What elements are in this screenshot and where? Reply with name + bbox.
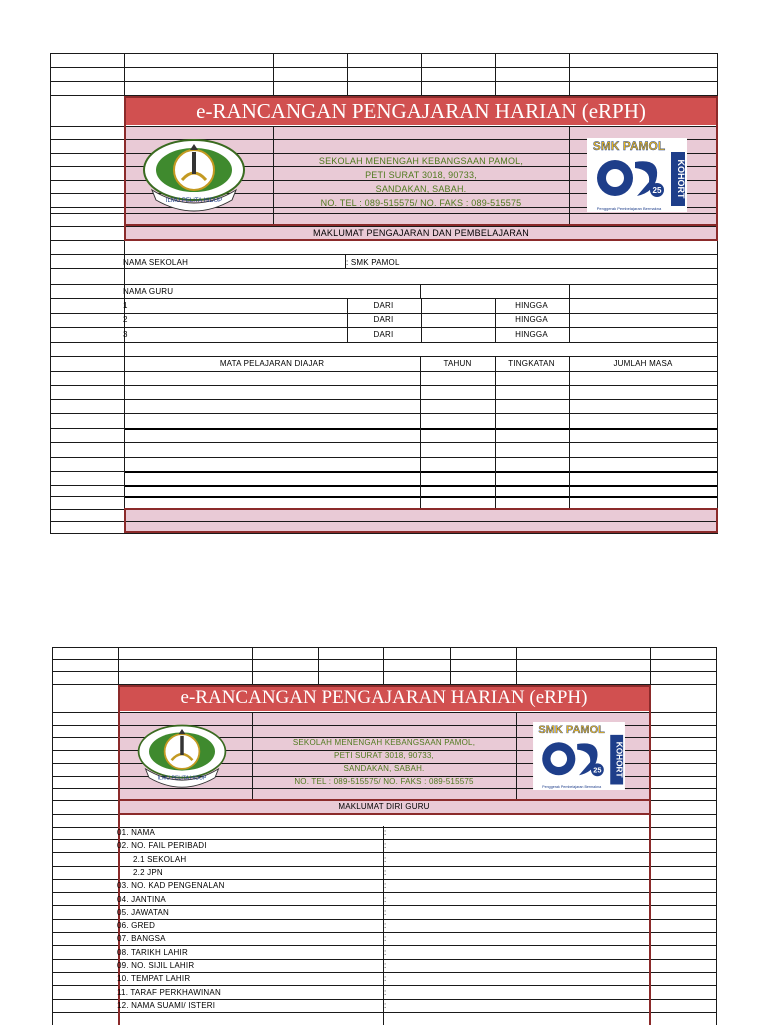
school2-line-4: NO. TEL : 089-515575/ NO. FAKS : 089-515575 — [294, 777, 474, 786]
teacher-row-3-no: 3 — [123, 330, 128, 339]
smk-pamol-kohort-logo-2 — [532, 722, 626, 790]
sheet2-title: e-RANCANGAN PENGAJARAN HARIAN (eRPH) — [180, 687, 588, 708]
sheet2-row-line — [52, 959, 717, 960]
school2-line-2: PETI SURAT 3018, 90733, — [334, 751, 434, 760]
brand-logo-number-2: 25 — [593, 765, 602, 775]
sheet2-column-line — [318, 647, 319, 685]
teacher-row-3-from: DARI — [373, 330, 394, 339]
field-label: 10. TEMPAT LAHIR — [117, 974, 191, 983]
field-label: 06. GRED — [117, 921, 156, 930]
sheet2-column-line — [252, 647, 253, 685]
sheet2-column-line — [383, 647, 384, 685]
field-colon: : — [384, 948, 387, 957]
sheet2-row-line — [52, 905, 717, 906]
field-colon: : — [384, 895, 387, 904]
sheet2-column-line — [516, 647, 517, 685]
field-colon: : — [384, 961, 387, 970]
sheet2-frame-section — [118, 813, 651, 815]
brand-logo-tagline-2: Penggerak Pembelajaran Bermakna — [542, 785, 602, 790]
header-year: TAHUN — [443, 359, 472, 368]
sheet1-section-header: MAKLUMAT PENGAJARAN DAN PEMBELAJARAN — [313, 228, 529, 238]
header-subject: MATA PELAJARAN DIAJAR — [219, 359, 325, 368]
field-colon: : — [384, 974, 387, 983]
teacher-row-2-from: DARI — [373, 315, 394, 324]
field-colon: : — [384, 868, 387, 877]
teacher-row-1-from: DARI — [373, 301, 394, 310]
school-line-2: PETI SURAT 3018, 90733, — [365, 170, 477, 180]
field-colon: : — [384, 855, 387, 864]
teacher-row-1-no: 1 — [123, 301, 128, 310]
teacher-row-1-to: HINGGA — [515, 301, 548, 310]
sheet2-row-line — [52, 839, 717, 840]
sheet2-row-line — [52, 972, 717, 973]
field-colon: : — [384, 908, 387, 917]
brand-logo-number: 25 — [652, 186, 662, 195]
crest-motto-text: ILMU PELITA HIDUP — [165, 198, 223, 204]
field-label: 12. NAMA SUAMI/ ISTERI — [117, 1001, 216, 1010]
teacher-row-2-no: 2 — [123, 315, 128, 324]
field-label: 04. JANTINA — [117, 895, 166, 904]
brand-logo-tagline: Penggerak Pembelajaran Bermakna — [596, 206, 662, 211]
sheet2-row-line — [52, 879, 717, 880]
teacher-row-3-to: HINGGA — [515, 330, 548, 339]
field-colon: : — [384, 841, 387, 850]
brand-logo-text: SMK PAMOL — [592, 139, 666, 153]
field-label: 2.1 SEKOLAH — [133, 855, 187, 864]
school-name-value: : SMK PAMOL — [346, 258, 400, 267]
sheet2-frame-mid — [118, 799, 651, 801]
sheet2-frame-right — [649, 685, 651, 1025]
sheet2-row-line — [52, 866, 717, 867]
sheet2-row-line — [52, 892, 717, 893]
sheet2-row-line — [52, 999, 717, 1000]
field-colon: : — [384, 828, 387, 837]
sheet2-row-line — [52, 659, 717, 660]
sheet2-section-header: MAKLUMAT DIRI GURU — [338, 802, 430, 811]
sheet2-header-column-line — [516, 712, 517, 800]
sheet2-row-line — [52, 647, 717, 648]
field-label: 09. NO. SIJIL LAHIR — [117, 961, 195, 970]
sheet1-title: e-RANCANGAN PENGAJARAN HARIAN (eRPH) — [196, 99, 646, 123]
brand-logo-text-2: SMK PAMOL — [538, 724, 605, 737]
sheet2-row-line — [52, 1012, 717, 1013]
field-colon: : — [384, 988, 387, 997]
field-colon: : — [384, 1001, 387, 1010]
field-colon: : — [384, 881, 387, 890]
school2-line-3: SANDAKAN, SABAH. — [343, 764, 425, 773]
sheet2-row-line — [52, 712, 717, 713]
sheet2-row-line — [52, 945, 717, 946]
sheet2-row-line — [52, 671, 717, 672]
brand-logo-side-2: KOHORT — [614, 741, 624, 778]
school2-line-1: SEKOLAH MENENGAH KEBANGSAAN PAMOL, — [292, 738, 476, 747]
field-label: 07. BANGSA — [117, 934, 166, 943]
school-line-4: NO. TEL : 089-515575/ NO. FAKS : 089-515575 — [320, 198, 522, 208]
sheet2-row-line — [52, 932, 717, 933]
header-hours: JUMLAH MASA — [613, 359, 673, 368]
sheet2-column-line — [450, 647, 451, 685]
brand-logo-side: KOHORT — [676, 159, 686, 199]
field-label: 11. TARAF PERKHAWINAN — [117, 988, 221, 997]
teacher-name-label: NAMA GURU — [123, 287, 174, 296]
field-label: 02. NO. FAIL PERIBADI — [117, 841, 207, 850]
field-label: 01. NAMA — [117, 828, 156, 837]
school-line-1: SEKOLAH MENENGAH KEBANGSAAN PAMOL, — [318, 156, 524, 166]
school-name-label: NAMA SEKOLAH — [123, 258, 189, 267]
school-crest-logo-2 — [134, 722, 230, 788]
field-colon: : — [384, 934, 387, 943]
sheet2-row-line — [52, 985, 717, 986]
field-label: 05. JAWATAN — [117, 908, 169, 917]
crest-motto-text-2: ILMU PELITA HIDUP — [157, 775, 207, 782]
field-colon: : — [384, 921, 387, 930]
sheet2-right-border — [716, 647, 717, 1025]
school-line-3: SANDAKAN, SABAH. — [375, 184, 467, 194]
field-label: 08. TARIKH LAHIR — [117, 948, 188, 957]
sheet2-left-border — [52, 647, 53, 1025]
field-label: 2.2 JPN — [133, 868, 163, 877]
sheet2-row-line — [52, 852, 717, 853]
sheet2-row-line — [52, 919, 717, 920]
teacher-row-2-to: HINGGA — [515, 315, 548, 324]
header-form: TINGKATAN — [508, 359, 555, 368]
field-label: 03. NO. KAD PENGENALAN — [117, 881, 225, 890]
